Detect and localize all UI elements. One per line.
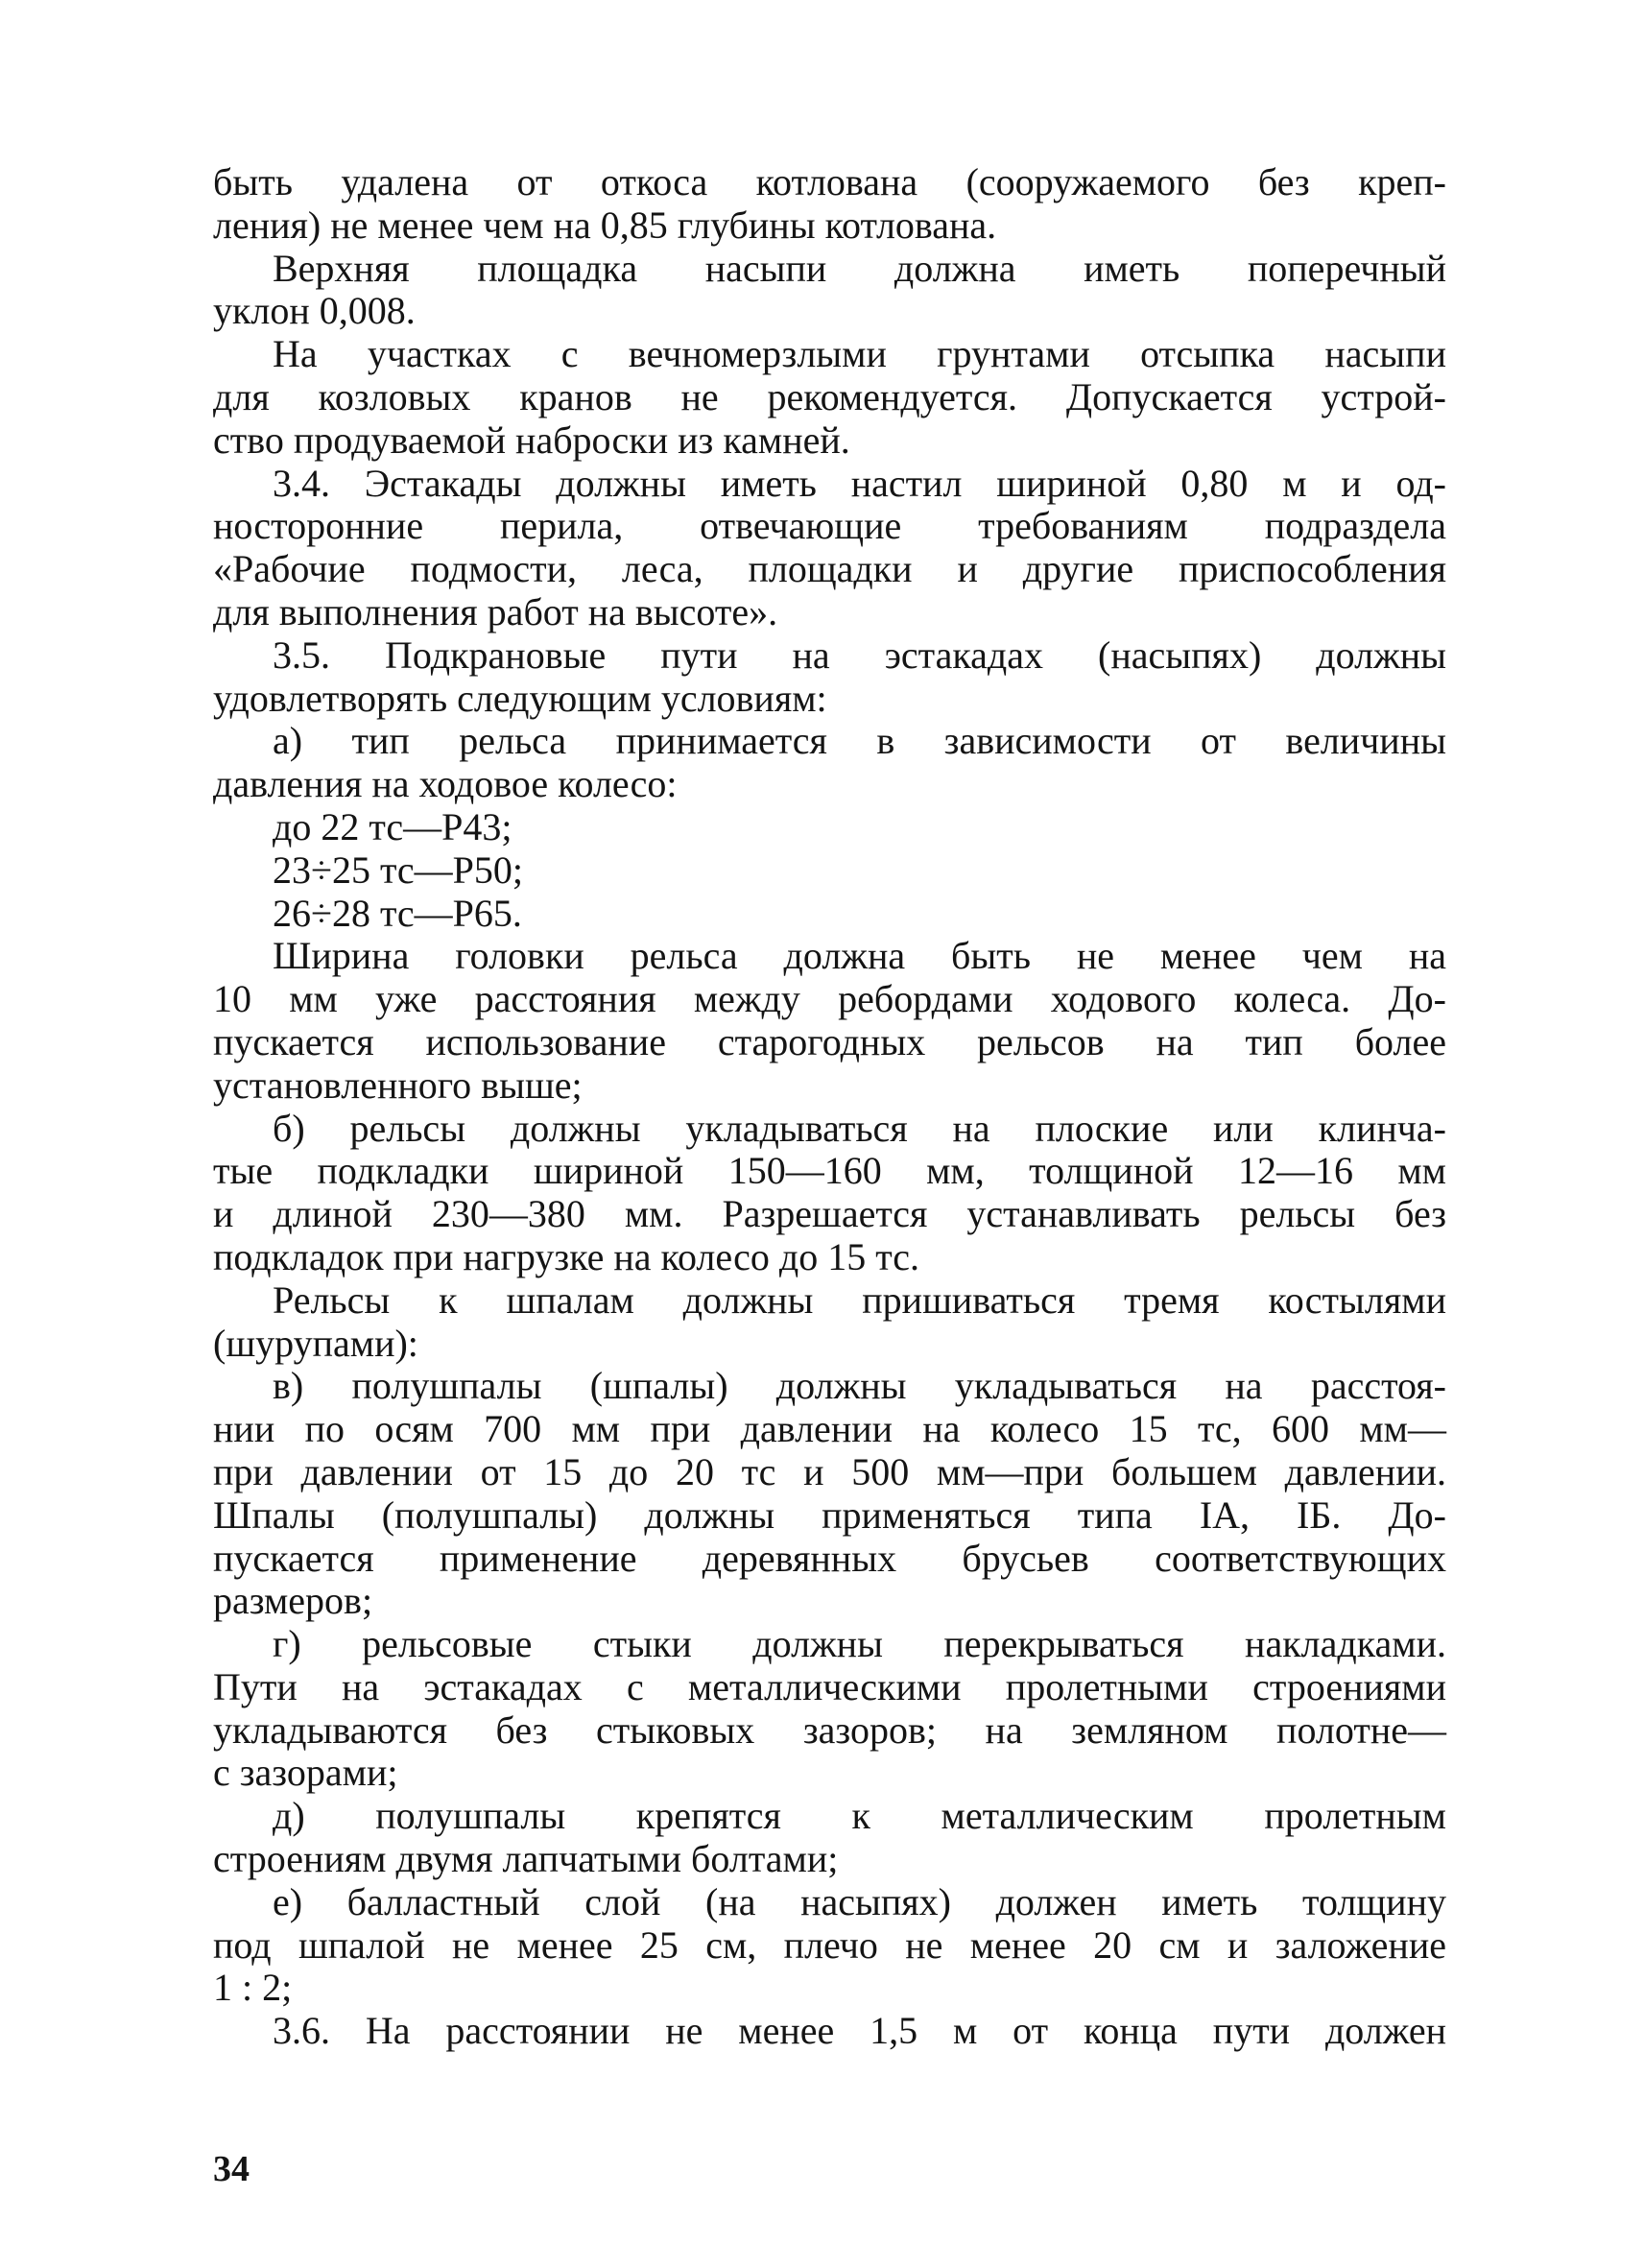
text-line: для выполнения работ на высоте». [213,589,778,633]
text-line: д) полушпалы крепятся к металлическим пролетным [273,1794,1446,1838]
text-line: пускается применение деревянных брусьев соответствующих [213,1536,1446,1580]
text-line: размеров; [213,1579,373,1623]
text-line: Верхняя площадка насыпи должна иметь поперечный [273,246,1446,290]
text-line: Ширина головки рельса должна быть не менее чем на [273,934,1446,978]
text-line: е) балластный слой (на насыпях) должен иметь толщину [273,1879,1446,1923]
text-line: пускается использование старогодных рельсов на тип более [213,1019,1446,1063]
text-line: «Рабочие подмости, леса, площадки и другие приспособления [213,547,1446,591]
text-line: а) тип рельса принимается в зависимости от величины [273,719,1446,763]
text-line: ления) не менее чем на 0,85 глубины котлована. [213,203,997,247]
text-line: 23÷25 тс—Р50; [273,848,524,892]
text-line: и длиной 230—380 мм. Разрешается устанавливать рельсы без [213,1192,1446,1236]
text-line: 10 мм уже расстояния между ребордами ходового колеса. До- [213,977,1446,1021]
text-line: г) рельсовые стыки должны перекрываться накладками. [273,1622,1446,1666]
text-line: подкладок при нагрузке на колесо до 15 тс. [213,1234,919,1278]
text-line: 26÷28 тс—Р65. [273,891,522,935]
text-line: в) полушпалы (шпалы) должны укладываться на расстоя- [273,1364,1446,1408]
text-line: уклон 0,008. [213,289,416,333]
text-line: укладываются без стыковых зазоров; на земляном полотне— [213,1707,1446,1752]
text-line: б) рельсы должны укладываться на плоские или клинча- [273,1106,1446,1150]
body-text [213,161,1446,2053]
text-line: тые подкладки шириной 150—160 мм, толщиной 12—16 мм [213,1149,1446,1193]
text-line: Шпалы (полушпалы) должны применяться типа IA, IБ. До- [213,1492,1446,1537]
text-line: удовлетворять следующим условиям: [213,676,827,720]
text-line: до 22 тс—Р43; [273,804,512,848]
text-line: 3.6. На расстоянии не менее 1,5 м от конца пути должен [273,2009,1446,2053]
text-line: (шурупами): [213,1321,418,1365]
text-line: установленного выше; [213,1062,583,1107]
text-line: 3.5. Подкрановые пути на эстакадах (насыпях) должны [273,633,1446,677]
text-line: Пути на эстакадах с металлическими пролетными строениями [213,1664,1446,1708]
text-line: 1 : 2; [213,1966,293,2010]
page-number: 34 [213,2149,250,2189]
text-line: для козловых кранов не рекомендуется. Допускается устрой- [213,374,1446,418]
text-line: под шпалой не менее 25 см, плечо не менее 20 см и заложение [213,1922,1446,1967]
text-line: давления на ходовое колесо: [213,762,678,806]
text-line: строениям двумя лапчатыми болтами; [213,1837,839,1881]
text-line: ство продуваемой наброски из камней. [213,418,850,462]
text-line: быть удалена от откоса котлована (сооружаемого без креп- [213,160,1446,203]
text-line: при давлении от 15 до 20 тс и 500 мм—при большем давлении. [213,1449,1446,1493]
text-line: Рельсы к шпалам должны пришиваться тремя костылями [273,1277,1446,1322]
text-line: с зазорами; [213,1751,398,1795]
text-line: нии по осям 700 мм при давлении на колесо 15 тс, 600 мм— [213,1407,1446,1451]
text-line: 3.4. Эстакады должны иметь настил шириной 0,80 м и од- [273,461,1446,505]
text-line: На участках с вечномерзлыми грунтами отсыпка насыпи [273,332,1446,376]
text-line: носторонние перила, отвечающие требованиям подраздела [213,504,1446,548]
